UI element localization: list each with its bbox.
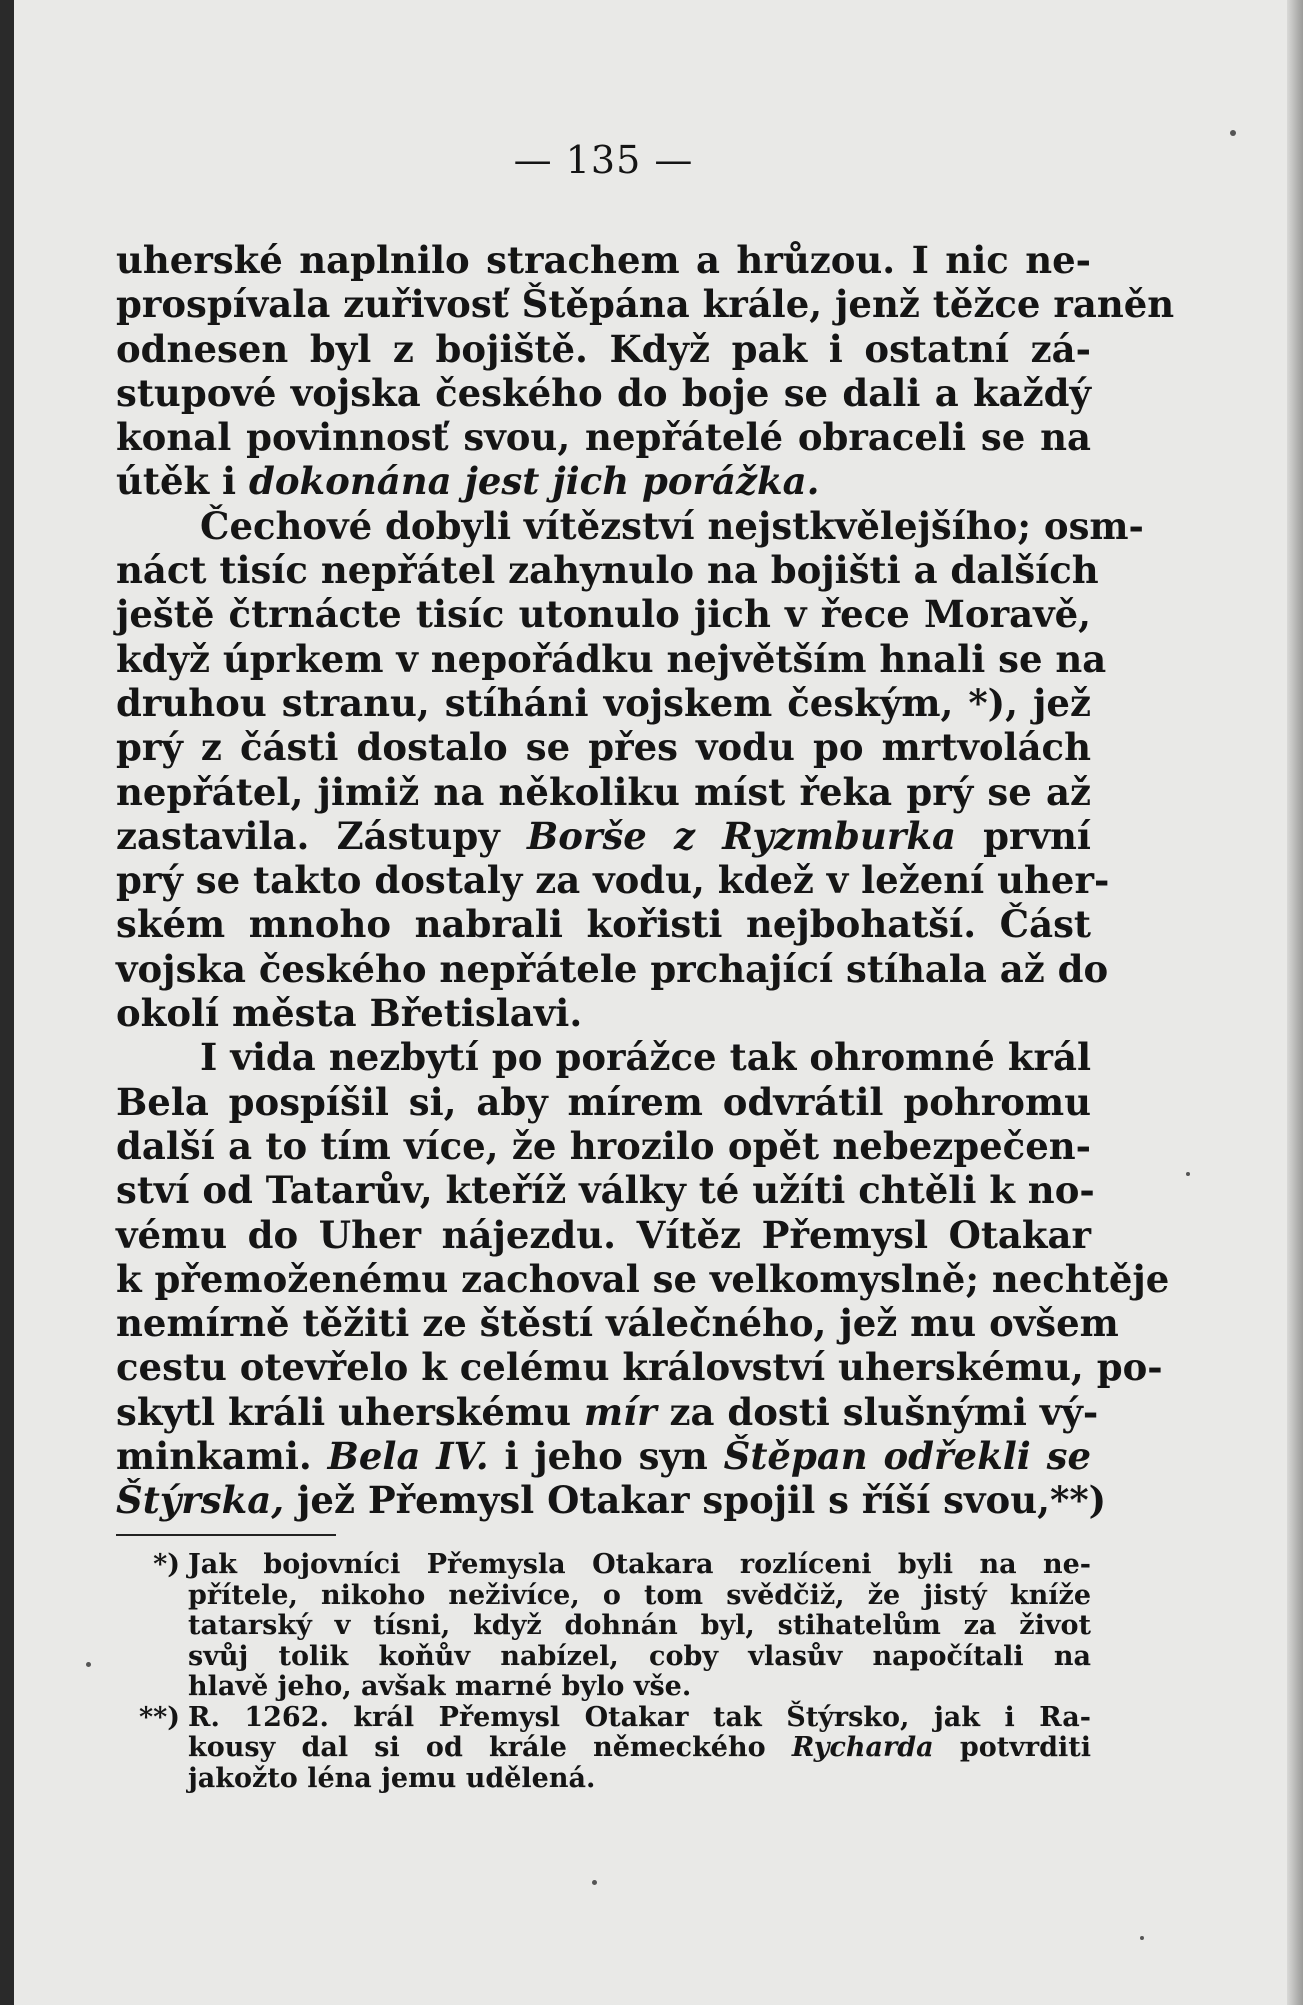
text-line [116,1389,1099,1434]
text-line: nepřátel, jimiž na několiku míst řeka prý se až [116,769,1091,814]
footnote-line: svůj tolik koňův nabízel, coby vlasův napočítali na [188,1640,1091,1672]
italic-text: Rycharda [791,1732,934,1763]
paragraph-3 [116,1035,1170,1523]
page-number: — 135 — [513,138,694,182]
footnote-separator-rule [116,1534,336,1536]
paper-speck [1140,1936,1144,1940]
italic-text: Borše z Ryzmburka [527,813,956,858]
paper-speck [86,1662,91,1667]
text-line: vému do Uher nájezdu. Vítěz Přemysl Otakar [116,1212,1091,1257]
text-line: prý z části dostalo se přes vodu po mrtvolách [116,725,1091,770]
footnote-1 [116,1550,1091,1703]
text-line: k přemoženému zachoval se velkomyslně; nechtěje [116,1256,1170,1301]
paper-speck [592,1880,597,1885]
text-fragment: kousy dal si od krále německého [188,1732,792,1763]
text-line: nemírně těžiti ze štěstí válečného, jež mu ovšem [116,1301,1119,1346]
footnote-marker: **) [138,1701,180,1733]
text-line [116,459,1091,503]
text-line: I vida nezbytí po porážce tak ohromné král [200,1035,1091,1080]
text-fragment: i jeho syn [488,1434,724,1479]
text-line: druhou stranu, stíháni vojskem českým, *), jež [116,680,1091,725]
footnote-line: R. 1262. král Přemysl Otakar tak Štýrsko, jak i Ra- [188,1701,1091,1733]
paragraph-1 [116,238,1175,504]
text-line: stupové vojska českého do boje se dali a každý [116,370,1091,415]
italic-text: Bela IV. [327,1434,489,1479]
page-spine-edge [0,0,14,2005]
text-fragment: zastavila. Zástupy [116,813,527,858]
italic-text: Štěpan odřekli se [723,1434,1091,1479]
page-right-edge [1287,0,1303,2005]
text-fragment: za dosti slušnými vý- [656,1389,1099,1434]
text-line: Bela pospíšil si, aby mírem odvrátil pohromu [116,1079,1091,1124]
text-line: prý se takto dostaly za vodu, kdež v ležení uher- [116,858,1110,903]
text-line: náct tisíc nepřátel zahynulo na bojišti a dalších [116,548,1099,593]
text-line [116,1434,1091,1478]
italic-text: mír [583,1389,657,1434]
text-line [116,814,1091,858]
text-line: okolí města Břetislavi. [116,991,583,1036]
text-line: Čechové dobyli vítězství nejstkvělejšího; osm- [200,503,1144,548]
footnote-2 [116,1703,1091,1795]
footnote-line: Jak bojovníci Přemysla Otakara rozlíceni byli na ne- [188,1549,1091,1580]
footnote-line: jakožto léna jemu udělená. [188,1762,596,1794]
footnote-line [188,1733,1091,1764]
paragraph-2 [116,503,1144,1036]
text-line: ství od Tatarův, kteříž války té užíti chtěli k no- [116,1168,1095,1213]
footnotes [116,1550,1091,1794]
text-line: další a to tím více, že hrozilo opět nebezpečen- [116,1123,1091,1168]
text-line: odnesen byl z bojiště. Když pak i ostatní zá- [116,326,1091,371]
text-line: konal povinnosť svou, nepřátelé obraceli se na [116,415,1091,460]
text-line [116,1478,1107,1523]
text-fragment: minkami. [116,1434,328,1479]
text-line: ještě čtrnácte tisíc utonulo jich v řece Moravě, [116,592,1091,637]
text-line: vojska českého nepřátele prchající stíhala až do [116,946,1109,991]
italic-text: Štýrska, [116,1478,285,1523]
footnote-line: hlavě jeho, avšak marné bylo vše. [188,1671,692,1702]
footnote-line: přítele, nikoho neživíce, o tom svědčiž, že jistý kníže [188,1579,1091,1611]
text-line: ském mnoho nabrali kořisti nejbohatší. Část [116,902,1091,947]
paper-speck [1230,130,1236,136]
text-fragment: potvrditi [933,1732,1091,1763]
footnote-line: tatarský v tísni, když dohnán byl, stihatelům za život [188,1610,1091,1641]
text-fragment: první [955,813,1091,858]
body-text [116,238,1175,1523]
text-fragment: skytl králi uherskému [116,1389,584,1434]
italic-text: dokonána jest jich porážka. [249,459,820,504]
text-fragment: útěk i [116,459,249,504]
text-fragment: jež Přemysl Otakar spojil s říší svou,**) [284,1478,1107,1523]
footnote-marker: *) [153,1549,180,1580]
text-line: cestu otevřelo k celému království uherskému, po- [116,1345,1163,1390]
paper-speck [1186,1172,1190,1176]
text-line: když úprkem v nepořádku největším hnali se na [116,636,1107,681]
text-line: prospívala zuřivosť Štěpána krále, jenž těžce raněn [116,282,1175,327]
text-line: uherské naplnilo strachem a hrůzou. I nic ne- [116,238,1091,282]
